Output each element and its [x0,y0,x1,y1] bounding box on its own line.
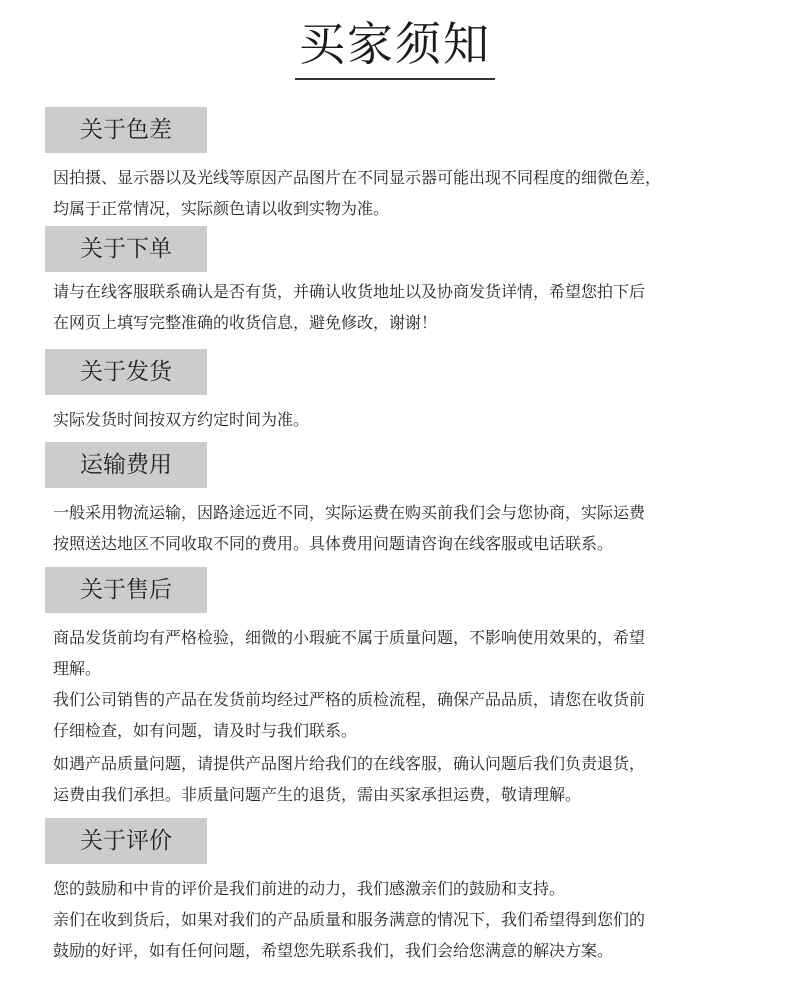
paragraph-line: 理解。 [53,659,102,678]
paragraph-line: 因拍摄、显示器以及光线等原因产品图片在不同显示器可能出现不同程度的细微色差， [53,168,662,187]
paragraph-line: 运费由我们承担。非质量问题产生的退货，需由买家承担运费，敬请理解。 [53,785,582,804]
paragraph-line: 实际发货时间按双方约定时间为准。 [53,410,310,429]
paragraph-line: 均属于正常情况，实际颜色请以收到实物为准。 [53,199,390,218]
paragraph-line: 我们公司销售的产品在发货前均经过严格的质检流程，确保产品品质，请您在收货前 [53,690,646,709]
paragraph-line: 如遇产品质量问题，请提供产品图片给我们的在线客服，确认问题后我们负责退货， [53,754,646,773]
page-title: 买家须知 [295,16,495,80]
paragraph-line: 仔细检查，如有问题，请及时与我们联系。 [53,721,358,740]
section-heading: 关于色差 [45,107,207,153]
paragraph-line: 商品发货前均有严格检验，细微的小瑕疵不属于质量问题，不影响使用效果的，希望 [53,628,646,647]
section-heading: 运输费用 [45,442,207,488]
paragraph-line: 按照送达地区不同收取不同的费用。具体费用问题请咨询在线客服或电话联系。 [53,534,614,553]
paragraph-line: 亲们在收到货后，如果对我们的产品质量和服务满意的情况下，我们希望得到您们的 [53,910,646,929]
paragraph-line: 您的鼓励和中肯的评价是我们前进的动力，我们感激亲们的鼓励和支持。 [53,879,566,898]
paragraph-line: 一般采用物流运输，因路途远近不同，实际运费在购买前我们会与您协商，实际运费 [53,503,646,522]
section-heading: 关于评价 [45,818,207,864]
title-area [0,16,790,80]
paragraph-line: 在网页上填写完整准确的收货信息，避免修改，谢谢！ [53,313,438,332]
section-heading: 关于售后 [45,567,207,613]
section-heading: 关于发货 [45,349,207,395]
paragraph-line: 鼓励的好评，如有任何问题，希望您先联系我们，我们会给您满意的解决方案。 [53,941,614,960]
section-heading: 关于下单 [45,226,207,272]
paragraph-line: 请与在线客服联系确认是否有货，并确认收货地址以及协商发货详情，希望您拍下后 [53,282,646,301]
